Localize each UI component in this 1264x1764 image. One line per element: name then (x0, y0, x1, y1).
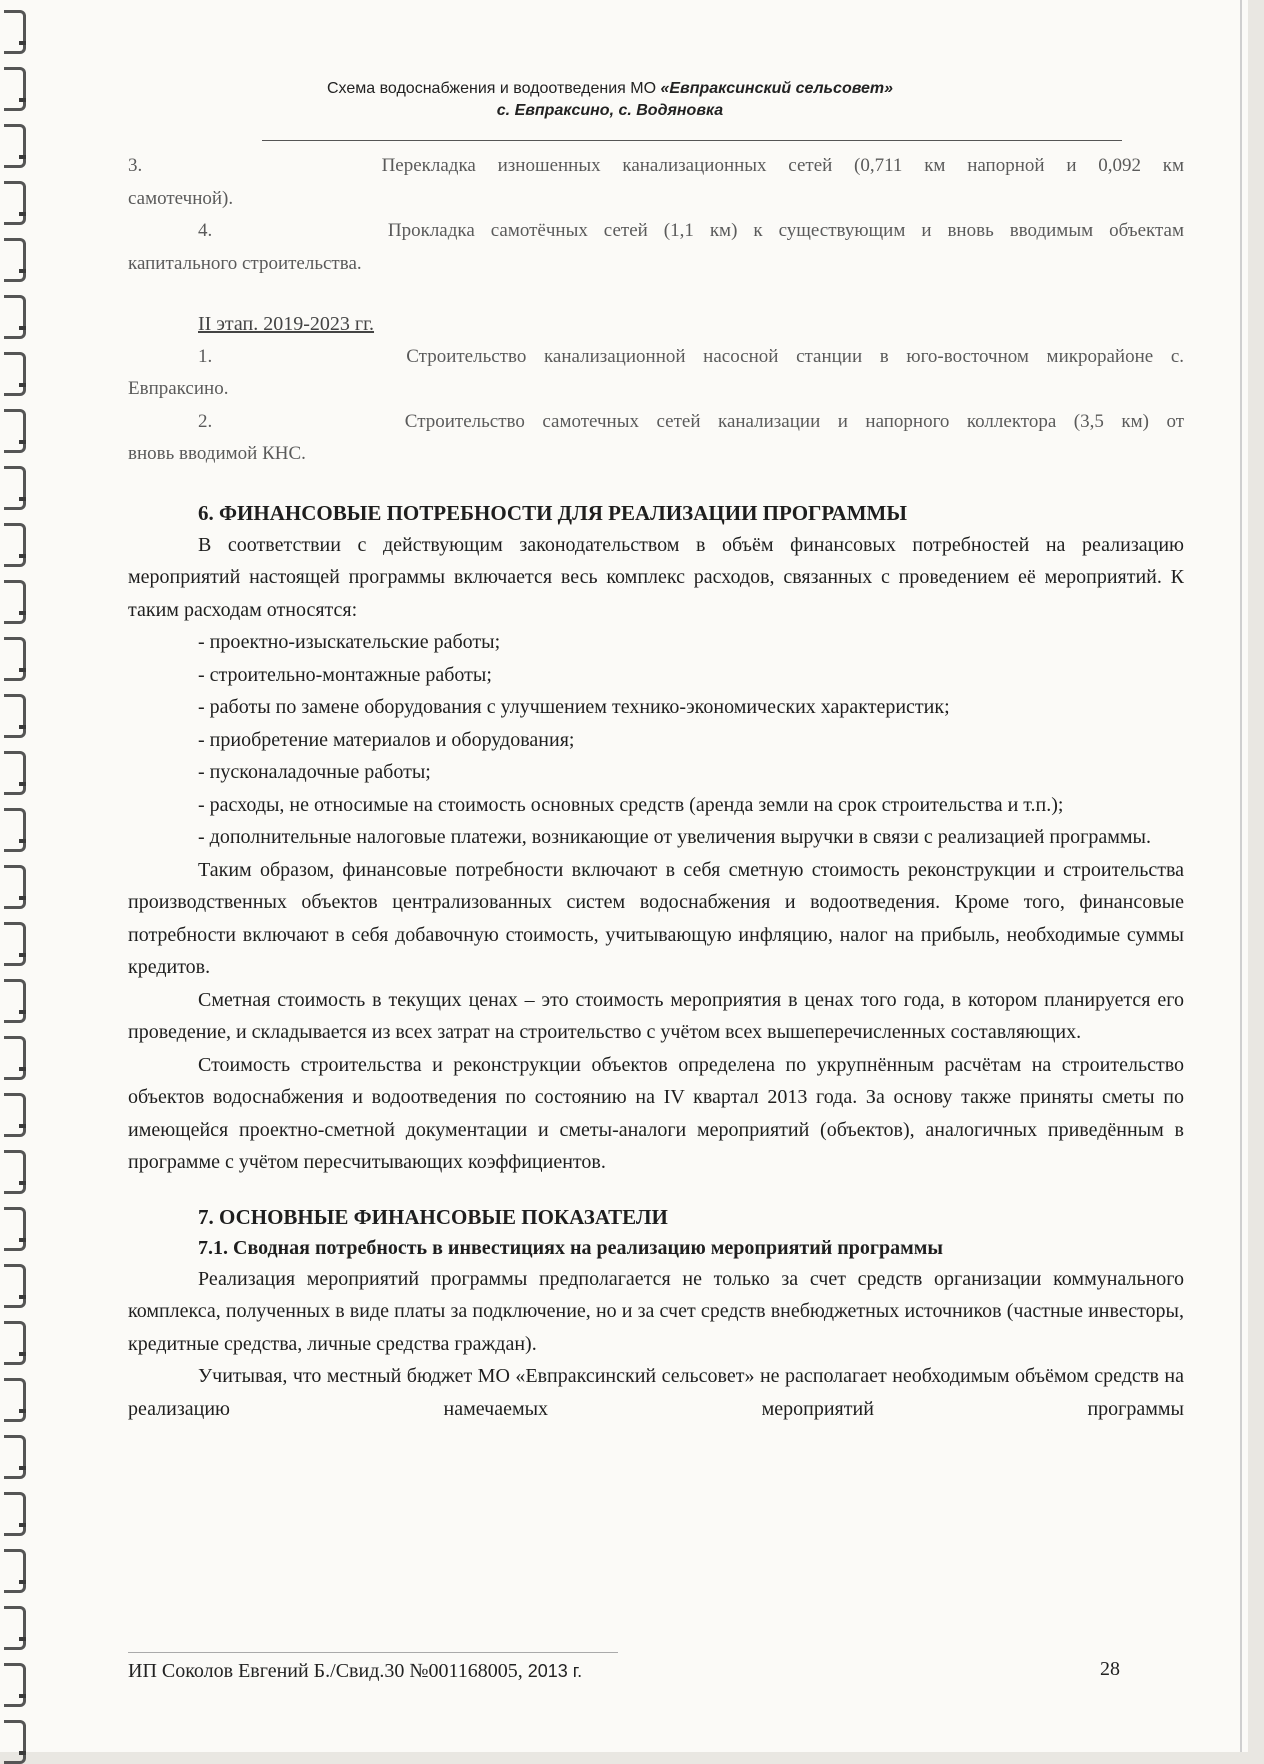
item-number: 4. (198, 220, 213, 241)
binding-ring (4, 67, 26, 111)
list-item-cont: вновь вводимой КНС. (128, 443, 306, 464)
item-number: 3. (128, 155, 143, 176)
list-item (128, 406, 1184, 439)
footer-author: ИП Соколов Евгений Б./Свид.30 №001168005, (128, 1660, 523, 1682)
section7-title: 7. ОСНОВНЫЕ ФИНАНСОВЫЕ ПОКАЗАТЕЛИ (198, 1204, 668, 1229)
footer-rule (128, 1652, 618, 1653)
list-item-cont: капитального строительства. (128, 252, 362, 274)
item-text: Перекладка изношенных канализационных сетей (0,711 км напорной и 0,092 км (381, 155, 1184, 176)
binding-ring-tick (19, 1238, 26, 1242)
binding-ring-tick (19, 1466, 26, 1470)
bullet-item: - строительно-монтажные работы; (198, 663, 492, 686)
header-plain: Схема водоснабжения и водоотведения МО (326, 80, 661, 97)
stage2-list (128, 341, 1184, 471)
binding-ring (4, 1606, 26, 1650)
spiral-binding (0, 0, 56, 1752)
bullet-item: - приобретение материалов и оборудования; (198, 728, 575, 751)
binding-ring-tick (19, 1694, 26, 1698)
binding-ring-tick (19, 1637, 26, 1641)
binding-ring-tick (19, 1181, 26, 1185)
binding-ring (4, 580, 26, 624)
header-rule (262, 140, 1122, 141)
binding-ring-tick (19, 725, 26, 729)
list-item-cont: Евпраксино. (128, 378, 229, 399)
binding-ring-tick (19, 1580, 26, 1584)
binding-ring (4, 979, 26, 1023)
footer-year: 2013 г. (522, 1661, 583, 1681)
binding-ring-tick (19, 554, 26, 558)
binding-ring-tick (19, 41, 26, 45)
binding-ring (4, 1720, 26, 1764)
binding-ring (4, 1435, 26, 1479)
binding-ring-tick (19, 326, 26, 330)
item-text: Строительство канализационной насосной станции в юго-восточном микрорайоне с. (406, 345, 1184, 367)
page-edge (1240, 0, 1242, 1752)
item-text: Строительство самотечных сетей канализации и напорного коллектора (3,5 км) от (404, 410, 1185, 432)
binding-ring-tick (19, 1067, 26, 1071)
section7-subtitle: 7.1. Сводная потребность в инвестициях на реализацию мероприятий программы (198, 1236, 943, 1259)
binding-ring-tick (19, 839, 26, 843)
stage2-title: II этап. 2019-2023 гг. (198, 313, 375, 335)
bullet-item: - пусконаладочные работы; (198, 761, 431, 783)
binding-ring-tick (19, 1409, 26, 1413)
bullet-item: - работы по замене оборудования с улучшением технико-экономических характеристик; (198, 696, 950, 718)
binding-ring (4, 295, 26, 339)
section6-intro: В соответствии с действующим законодательством в объём финансовых потребностей на реализацию мероприятий настоящей программы включается весь комплекс расходов, связанных с проведением её мероприятий. К таким расходам относятся: (128, 533, 1184, 621)
binding-ring-tick (19, 269, 26, 273)
binding-ring (4, 1264, 26, 1308)
binding-ring (4, 1549, 26, 1593)
bullet-item: - расходы, не относимые на стоимость основных средств (аренда земли на срок строительства и т.п.); (198, 793, 1064, 816)
binding-ring-tick (19, 383, 26, 387)
section6-para2: Сметная стоимость в текущих ценах – это стоимость мероприятия в ценах того года, в котором планируется его проведение, и складывается из всех затрат на строительство с учётом всех вышеперечисленных составляющих. (128, 988, 1184, 1043)
binding-ring (4, 922, 26, 966)
binding-ring (4, 1036, 26, 1080)
binding-ring (4, 865, 26, 909)
binding-ring-tick (19, 497, 26, 501)
binding-ring (4, 124, 26, 168)
binding-ring (4, 523, 26, 567)
binding-ring-tick (19, 1010, 26, 1014)
binding-ring (4, 238, 26, 282)
binding-ring-tick (19, 896, 26, 900)
running-header (200, 78, 1020, 122)
binding-ring (4, 466, 26, 510)
item-number: 1. (198, 345, 213, 367)
binding-ring-tick (19, 1124, 26, 1128)
binding-ring-tick (19, 212, 26, 216)
footer (128, 1660, 582, 1683)
binding-ring-tick (19, 155, 26, 159)
binding-ring (4, 694, 26, 738)
binding-ring (4, 352, 26, 396)
section6-para3: Стоимость строительства и реконструкции объектов определена по укрупнённым расчётам на строительство объектов водоснабжения и водоотведения по состоянию на IV квартал 2013 года. За основу также приняты сметы по имеющейся проектно-сметной документации и сметы-аналоги мероприятий (объектов), аналогичных приведённым в программе с учётом пересчитывающих коэффициентов. (128, 1053, 1184, 1173)
binding-ring-tick (19, 611, 26, 615)
list-item (128, 150, 1184, 183)
binding-ring-tick (19, 98, 26, 102)
main-content (128, 150, 1184, 1425)
bullet-item: - проектно-изыскательские работы; (198, 631, 501, 653)
section7-para1: Реализация мероприятий программы предполагается не только за счет средств организации коммунального комплекса, полученных в виде платы за подключение, но и за счет средств внебюджетных источников (частные инвесторы, кредитные средства, личные средства граждан). (128, 1267, 1184, 1355)
section6-title: 6. ФИНАНСОВЫЕ ПОТРЕБНОСТИ ДЛЯ РЕАЛИЗАЦИИ ПРОГРАММЫ (198, 500, 907, 525)
binding-ring (4, 409, 26, 453)
binding-ring (4, 1093, 26, 1137)
binding-ring-tick (19, 1295, 26, 1299)
binding-ring-tick (19, 668, 26, 672)
header-line2: с. Евпраксино, с. Водяновка (496, 102, 724, 119)
binding-ring (4, 1321, 26, 1365)
binding-ring (4, 1207, 26, 1251)
header-bold: «Евпраксинский сельсовет» (660, 80, 893, 97)
binding-ring (4, 10, 26, 54)
binding-ring (4, 808, 26, 852)
binding-ring-tick (19, 782, 26, 786)
stage1-list (128, 150, 1184, 280)
section7-para2: Учитывая, что местный бюджет МО «Евпраксинский сельсовет» не располагает необходимым объёмом средств на реализацию намечаемых мероприятий программы (128, 1365, 1184, 1420)
binding-ring-tick (19, 440, 26, 444)
binding-ring-tick (19, 1352, 26, 1356)
bullet-item: - дополнительные налоговые платежи, возникающие от увеличения выручки в связи с реализацией программы. (198, 826, 1151, 848)
list-item-cont: самотечной). (128, 187, 234, 209)
item-text: Прокладка самотёчных сетей (1,1 км) к существующим и вновь вводимым объектам (387, 220, 1184, 241)
list-item (128, 341, 1184, 374)
list-item (128, 215, 1184, 248)
page-number: 28 (1100, 1658, 1120, 1680)
binding-ring (4, 1378, 26, 1422)
binding-ring (4, 1492, 26, 1536)
binding-ring (4, 1663, 26, 1707)
binding-ring (4, 637, 26, 681)
binding-ring (4, 751, 26, 795)
section6-para1: Таким образом, финансовые потребности включают в себя сметную стоимость реконструкции и строительства производственных объектов централизованных систем водоснабжения и водоотведения. Кроме того, финансовые потребности включают в себя добавочную стоимость, учитывающую инфляцию, налог на прибыль, необходимые суммы кредитов. (128, 858, 1184, 978)
binding-ring-tick (19, 1523, 26, 1527)
binding-ring (4, 181, 26, 225)
item-number: 2. (198, 410, 213, 432)
binding-ring (4, 1150, 26, 1194)
binding-ring-tick (19, 953, 26, 957)
